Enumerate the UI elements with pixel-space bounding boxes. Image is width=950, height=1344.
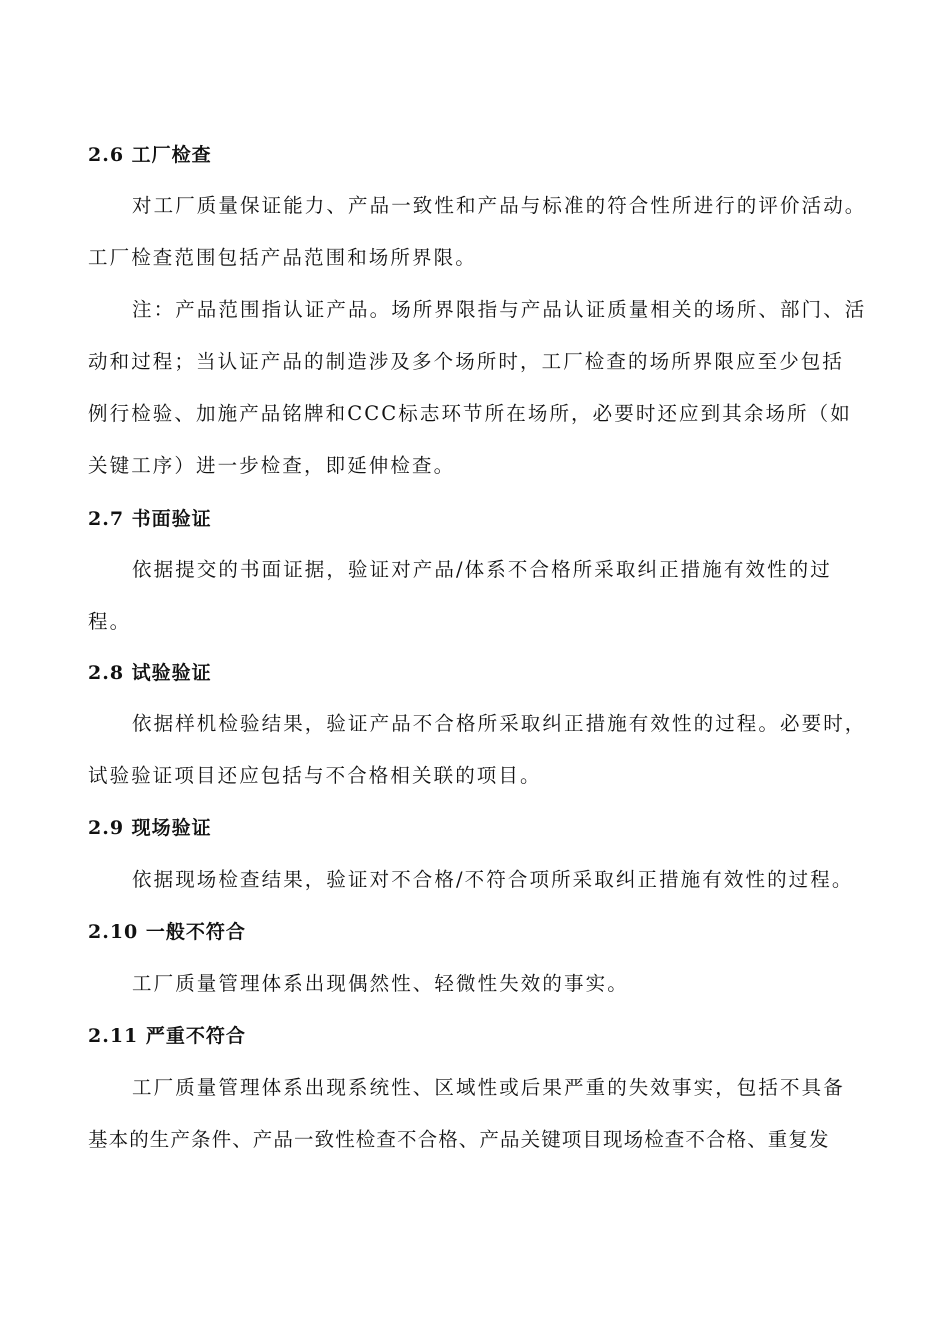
section-heading-2-9: 2.9 现场验证	[88, 817, 212, 839]
section-heading-2-11: 2.11 严重不符合	[88, 1025, 246, 1047]
note-line: 例行检验、加施产品铭牌和CCC标志环节所在场所，必要时还应到其余场所（如	[88, 402, 852, 425]
note-line: 关键工序）进一步检查，即延伸检查。	[88, 454, 456, 477]
paragraph-line: 工厂质量管理体系出现系统性、区域性或后果严重的失效事实，包括不具备	[132, 1076, 845, 1099]
section-heading-2-7: 2.7 书面验证	[88, 508, 212, 530]
section-heading-2-8: 2.8 试验验证	[88, 662, 212, 684]
paragraph-line: 试验验证项目还应包括与不合格相关联的项目。	[88, 764, 542, 787]
paragraph-line: 程。	[88, 610, 132, 633]
paragraph-line: 对工厂质量保证能力、产品一致性和产品与标准的符合性所进行的评价活动。	[132, 194, 867, 217]
paragraph-line: 依据提交的书面证据，验证对产品/体系不合格所采取纠正措施有效性的过	[132, 558, 832, 581]
section-heading-2-6: 2.6 工厂检查	[88, 144, 212, 166]
section-heading-2-10: 2.10 一般不符合	[88, 921, 246, 943]
note-line: 动和过程；当认证产品的制造涉及多个场所时，工厂检查的场所界限应至少包括	[88, 350, 845, 373]
paragraph-line: 依据样机检验结果，验证产品不合格所采取纠正措施有效性的过程。必要时，	[132, 712, 867, 735]
paragraph-line: 依据现场检查结果，验证对不合格/不符合项所采取纠正措施有效性的过程。	[132, 868, 854, 891]
paragraph-line: 工厂检查范围包括产品范围和场所界限。	[88, 246, 477, 269]
paragraph-line: 工厂质量管理体系出现偶然性、轻微性失效的事实。	[132, 972, 629, 995]
note-line: 注：产品范围指认证产品。场所界限指与产品认证质量相关的场所、部门、活	[132, 298, 867, 321]
paragraph-line: 基本的生产条件、产品一致性检查不合格、产品关键项目现场检查不合格、重复发	[88, 1128, 830, 1151]
